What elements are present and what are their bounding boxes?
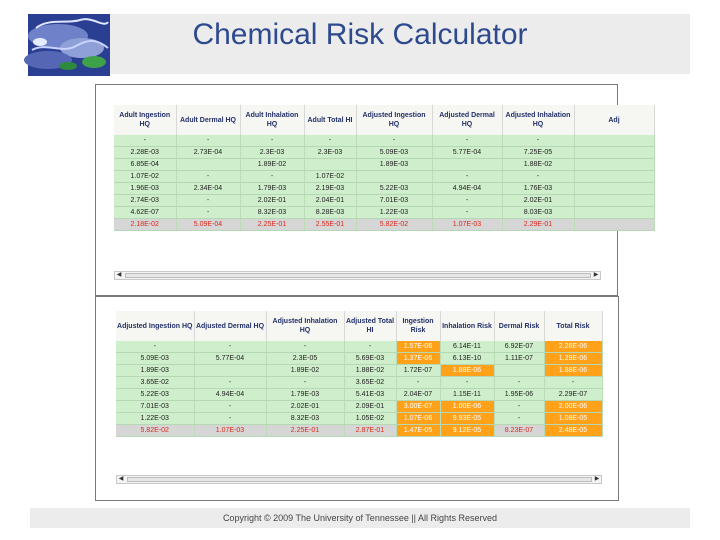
total-cell: 5.82E-02 xyxy=(356,219,432,231)
total-cell xyxy=(574,219,654,231)
column-header: Total Risk xyxy=(544,311,602,341)
table-cell: 1.08E-05 xyxy=(544,413,602,425)
table-row xyxy=(116,413,602,425)
table-cell xyxy=(574,159,654,171)
total-cell: 2.87E-01 xyxy=(344,425,396,437)
table-cell xyxy=(194,365,266,377)
table-cell: 8.03E-03 xyxy=(502,207,574,219)
table-cell: 1.07E-02 xyxy=(304,171,356,183)
table-cell: 1.07E-06 xyxy=(396,413,440,425)
table-cell: 4.94E-04 xyxy=(194,389,266,401)
table-cell: 6.13E-10 xyxy=(440,353,494,365)
table-cell: 5.69E-03 xyxy=(344,353,396,365)
scroll-thumb[interactable] xyxy=(125,273,591,278)
table-cell: 1.88E-06 xyxy=(440,365,494,377)
column-header: Adjusted Dermal HQ xyxy=(194,311,266,341)
column-header: Adjusted Inhalation HQ xyxy=(502,105,574,135)
table-cell: - xyxy=(176,171,240,183)
table-cell: - xyxy=(440,377,494,389)
table-cell: - xyxy=(502,171,574,183)
table-cell: - xyxy=(266,341,344,353)
table-cell: 3.65E-02 xyxy=(344,377,396,389)
table-cell: 1.22E-03 xyxy=(356,207,432,219)
table-cell: 9.93E-05 xyxy=(440,413,494,425)
horizontal-scrollbar[interactable] xyxy=(114,271,601,280)
table-cell: 1.88E-02 xyxy=(502,159,574,171)
table-cell: 1.07E-02 xyxy=(114,171,176,183)
table-cell xyxy=(304,159,356,171)
table-cell: - xyxy=(194,377,266,389)
table-cell: 2.26E-06 xyxy=(544,341,602,353)
table-cell: - xyxy=(266,377,344,389)
table-row xyxy=(114,195,654,207)
scroll-left-icon[interactable]: ◀ xyxy=(116,272,122,278)
total-cell: 9.12E-05 xyxy=(440,425,494,437)
table-row xyxy=(114,207,654,219)
column-header: Adj xyxy=(574,105,654,135)
logo xyxy=(28,14,110,76)
table-cell: - xyxy=(494,401,544,413)
scroll-right-icon[interactable]: ▶ xyxy=(594,476,600,482)
table-cell: - xyxy=(304,135,356,147)
table-cell: 1.89E-02 xyxy=(240,159,304,171)
table-cell: - xyxy=(494,377,544,389)
table-cell: 2.02E-01 xyxy=(266,401,344,413)
table-cell: 1.76E-03 xyxy=(502,183,574,195)
table-cell: - xyxy=(502,135,574,147)
column-header: Adult Dermal HQ xyxy=(176,105,240,135)
table-row xyxy=(116,377,602,389)
table-cell: 2.02E-01 xyxy=(502,195,574,207)
total-cell: 2.18E-02 xyxy=(114,219,176,231)
table-cell: - xyxy=(396,377,440,389)
table-cell: 2.09E-01 xyxy=(344,401,396,413)
table-cell: 7.01E-03 xyxy=(356,195,432,207)
table-cell: 5.41E-03 xyxy=(344,389,396,401)
total-row xyxy=(114,219,654,231)
table-cell xyxy=(494,365,544,377)
total-cell: 5.82E-02 xyxy=(116,425,194,437)
table-cell: 1.79E-03 xyxy=(240,183,304,195)
table-cell: 1.29E-06 xyxy=(544,353,602,365)
table-cell: 6.85E-04 xyxy=(114,159,176,171)
table-row xyxy=(116,401,602,413)
table-cell: 1.95E-06 xyxy=(494,389,544,401)
table-cell: 2.19E-03 xyxy=(304,183,356,195)
table-cell: - xyxy=(432,207,502,219)
column-header: Adult Ingestion HQ xyxy=(114,105,176,135)
table-row xyxy=(116,389,602,401)
table-cell: 2.73E-04 xyxy=(176,147,240,159)
table-cell: 8.28E-03 xyxy=(304,207,356,219)
table-cell: 1.89E-02 xyxy=(266,365,344,377)
table-cell: 2.04E-07 xyxy=(396,389,440,401)
column-header: Inhalation Risk xyxy=(440,311,494,341)
table-cell: 1.89E-03 xyxy=(356,159,432,171)
table-cell xyxy=(176,159,240,171)
table-cell: 5.09E-03 xyxy=(356,147,432,159)
table-cell: 1.72E-07 xyxy=(396,365,440,377)
table-row xyxy=(116,341,602,353)
table-cell: 2.28E-03 xyxy=(114,147,176,159)
table-cell: 3.00E-07 xyxy=(396,401,440,413)
table-cell: 8.32E-03 xyxy=(240,207,304,219)
table-cell: - xyxy=(432,135,502,147)
column-header: Adult Inhalation HQ xyxy=(240,105,304,135)
table-cell: 5.77E-04 xyxy=(432,147,502,159)
table-row xyxy=(114,159,654,171)
scroll-thumb[interactable] xyxy=(127,477,592,482)
table-cell: 2.3E-03 xyxy=(240,147,304,159)
table-cell: 2.3E-03 xyxy=(304,147,356,159)
footer-copyright: Copyright © 2009 The University of Tennessee || All Rights Reserved xyxy=(30,508,690,528)
risk-table xyxy=(116,311,603,437)
risk-table-panel-1 xyxy=(95,84,618,296)
table-cell: - xyxy=(344,341,396,353)
table-cell: 1.00E-06 xyxy=(440,401,494,413)
table-cell: 1.22E-03 xyxy=(116,413,194,425)
total-cell: 2.25E-01 xyxy=(266,425,344,437)
table-cell: - xyxy=(194,413,266,425)
table-cell xyxy=(574,195,654,207)
table-cell xyxy=(574,147,654,159)
table-cell: 2.74E-03 xyxy=(114,195,176,207)
table-cell: 5.09E-03 xyxy=(116,353,194,365)
total-cell: 5.09E-04 xyxy=(176,219,240,231)
table-cell: 7.01E-03 xyxy=(116,401,194,413)
table-cell: - xyxy=(114,135,176,147)
horizontal-scrollbar[interactable] xyxy=(116,475,602,484)
table-cell: - xyxy=(176,195,240,207)
table-cell: - xyxy=(176,207,240,219)
table-row xyxy=(116,353,602,365)
table-cell: 1.05E-02 xyxy=(344,413,396,425)
table-cell: 2.04E-01 xyxy=(304,195,356,207)
table-cell: - xyxy=(544,377,602,389)
table-cell: - xyxy=(494,413,544,425)
table-cell: 5.77E-04 xyxy=(194,353,266,365)
scroll-right-icon[interactable]: ▶ xyxy=(593,272,599,278)
table-cell xyxy=(574,183,654,195)
table-cell: 1.88E-06 xyxy=(544,365,602,377)
total-cell: 1.07E-03 xyxy=(194,425,266,437)
table-row xyxy=(114,183,654,195)
total-cell: 2.55E-01 xyxy=(304,219,356,231)
table-cell: 1.37E-06 xyxy=(396,353,440,365)
table-cell: 1.57E-06 xyxy=(396,341,440,353)
table-cell: - xyxy=(356,135,432,147)
table-cell xyxy=(574,135,654,147)
table-cell: - xyxy=(240,171,304,183)
table-cell: 8.32E-03 xyxy=(266,413,344,425)
total-cell: 8.23E-07 xyxy=(494,425,544,437)
total-cell: 1.47E-05 xyxy=(396,425,440,437)
column-header: Adjusted Ingestion HQ xyxy=(116,311,194,341)
table-cell: - xyxy=(194,341,266,353)
table-cell: 5.22E-03 xyxy=(116,389,194,401)
column-header: Ingestion Risk xyxy=(396,311,440,341)
table-cell: 1.11E-07 xyxy=(494,353,544,365)
column-header: Dermal Risk xyxy=(494,311,544,341)
table-cell: 3.65E-02 xyxy=(116,377,194,389)
table-row xyxy=(116,365,602,377)
table-cell: - xyxy=(432,195,502,207)
table-row xyxy=(114,135,654,147)
table-cell xyxy=(574,207,654,219)
table-cell xyxy=(432,159,502,171)
table-cell: - xyxy=(116,341,194,353)
table-cell: 7.25E-05 xyxy=(502,147,574,159)
table-cell: - xyxy=(240,135,304,147)
column-header: Adjusted Dermal HQ xyxy=(432,105,502,135)
table-cell: 6.14E-11 xyxy=(440,341,494,353)
table-cell: 1.15E-11 xyxy=(440,389,494,401)
table-cell: - xyxy=(176,135,240,147)
total-row xyxy=(116,425,602,437)
table-cell: - xyxy=(194,401,266,413)
table-cell xyxy=(356,171,432,183)
table-cell: 1.96E-03 xyxy=(114,183,176,195)
scroll-left-icon[interactable]: ◀ xyxy=(118,476,124,482)
table-row xyxy=(114,171,654,183)
table-cell: 2.3E-05 xyxy=(266,353,344,365)
table-cell: 2.34E-04 xyxy=(176,183,240,195)
table-cell: 2.02E-01 xyxy=(240,195,304,207)
table-cell: 2.00E-06 xyxy=(544,401,602,413)
total-cell: 2.29E-01 xyxy=(502,219,574,231)
table-cell: 2.29E-07 xyxy=(544,389,602,401)
table-cell: 1.79E-03 xyxy=(266,389,344,401)
table-cell: 4.62E-07 xyxy=(114,207,176,219)
column-header: Adjusted Inhalation HQ xyxy=(266,311,344,341)
table-cell: 6.92E-07 xyxy=(494,341,544,353)
total-cell: 1.07E-03 xyxy=(432,219,502,231)
table-cell xyxy=(574,171,654,183)
total-cell: 2.25E-01 xyxy=(240,219,304,231)
risk-table-panel-2 xyxy=(95,296,619,501)
page-title: Chemical Risk Calculator xyxy=(192,18,528,51)
table-cell: 1.88E-02 xyxy=(344,365,396,377)
total-cell: 2.48E-05 xyxy=(544,425,602,437)
table-cell: - xyxy=(432,171,502,183)
table-cell: 4.94E-04 xyxy=(432,183,502,195)
column-header: Adjusted Total HI xyxy=(344,311,396,341)
hazard-quotient-table xyxy=(114,105,655,231)
table-cell: 5.22E-03 xyxy=(356,183,432,195)
table-cell: 1.89E-03 xyxy=(116,365,194,377)
column-header: Adjusted Ingestion HQ xyxy=(356,105,432,135)
column-header: Adult Total HI xyxy=(304,105,356,135)
table-row xyxy=(114,147,654,159)
